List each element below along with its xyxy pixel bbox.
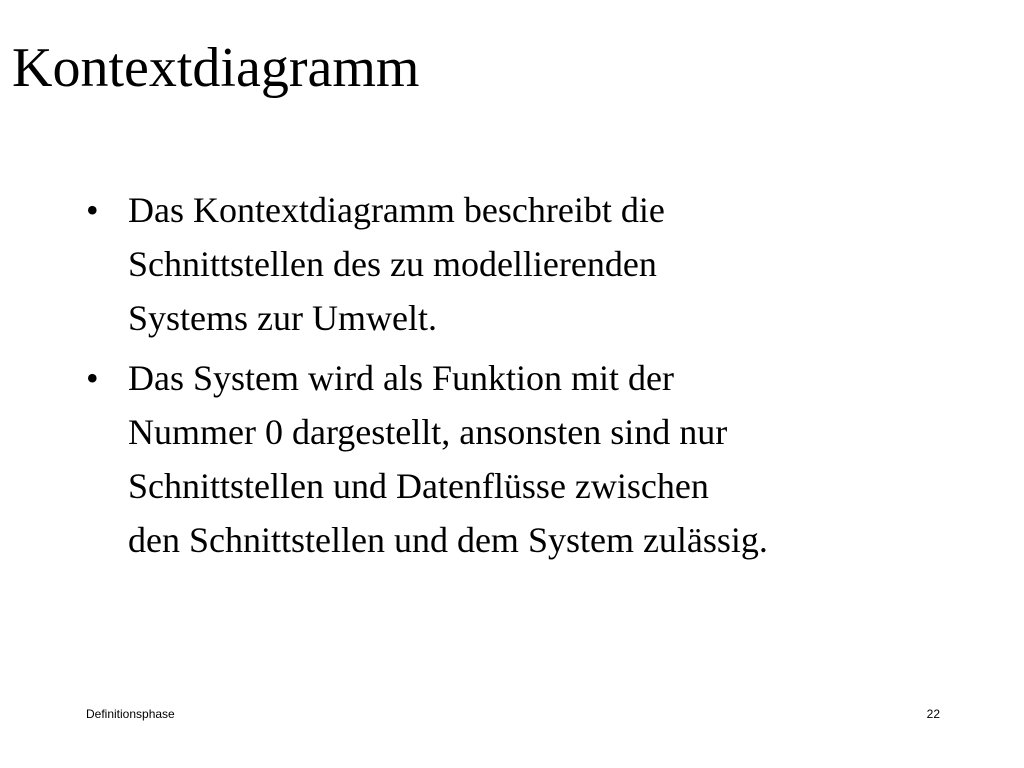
bullet-text-line: den Schnittstellen und dem System zulässig.: [128, 520, 768, 560]
bullet-text-line: Systems zur Umwelt.: [128, 298, 437, 338]
bullet-icon: •: [86, 358, 99, 398]
bullet-icon: •: [86, 190, 99, 230]
bullet-item: [82, 351, 982, 567]
slide-title: Kontextdiagramm: [12, 37, 420, 99]
footer-section-label: Definitionsphase: [86, 707, 175, 721]
bullet-item: [82, 183, 982, 345]
bullet-text-line: Nummer 0 dargestellt, ansonsten sind nur: [128, 412, 728, 452]
bullet-list: [82, 183, 982, 567]
page-number: 22: [926, 707, 940, 721]
bullet-text-line: Das Kontextdiagramm beschreibt die: [128, 190, 665, 230]
bullet-text-line: Schnittstellen des zu modellierenden: [128, 244, 657, 284]
bullet-text-line: Das System wird als Funktion mit der: [128, 358, 674, 398]
bullet-text-line: Schnittstellen und Datenflüsse zwischen: [128, 466, 709, 506]
